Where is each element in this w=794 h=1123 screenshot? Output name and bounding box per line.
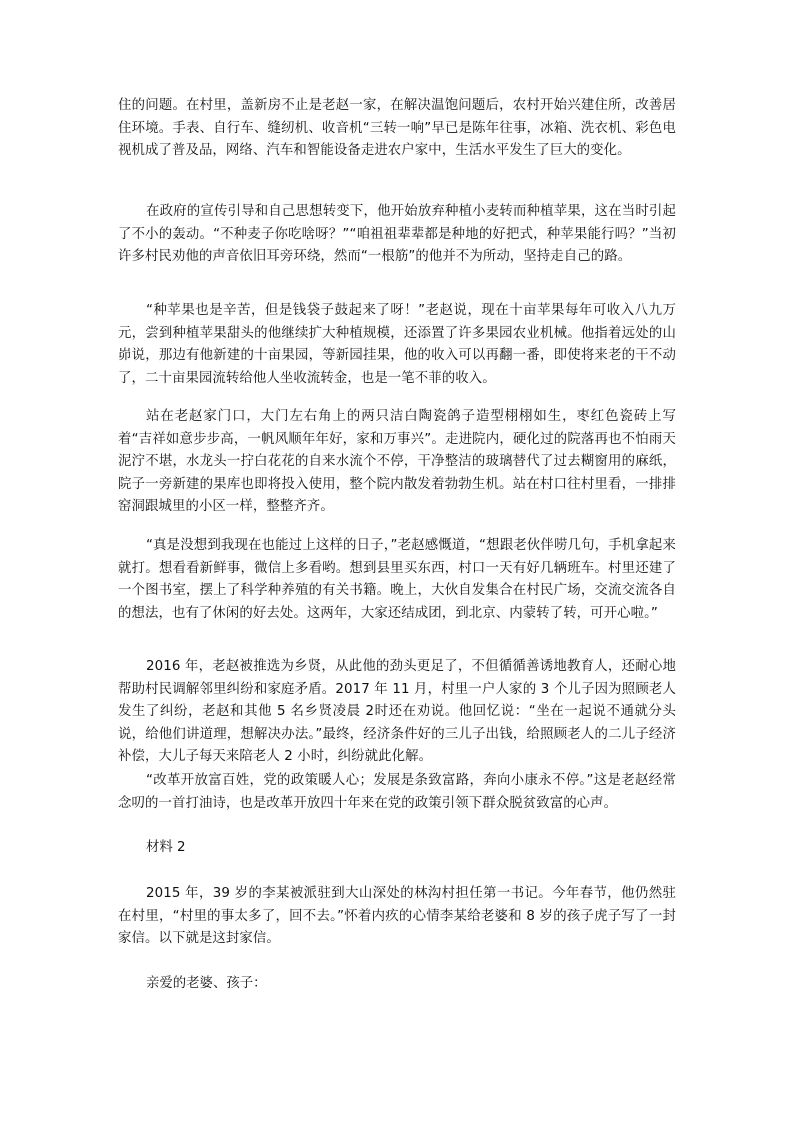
paragraph-7: “改革开放富百姓，党的政策暖人心；发展是条致富路，奔向小康永不停。”这是老赵经常念叨的一首打油诗，也是改革开放四十年来在党的政策引领下群众脱贫致富的心声。 — [118, 773, 676, 811]
paragraph-3: “种苹果也是辛苦，但是钱袋子鼓起来了呀！”老赵说，现在十亩苹果每年可收入八九万元，尝到种植苹果甜头的他继续扩大种植规模，还添置了许多果园农业机械。他指着远处的山峁说，那边有他新建的十亩果园，等新园挂果，他的收入可以再翻一番，即使将来老的干不动了，二十亩果园流转给他人坐收流转金，也是一笔不菲的收入。 — [118, 303, 676, 386]
section-heading: 材料 2 — [146, 840, 186, 855]
paragraph-2: 在政府的宣传引导和自己思想转变下，他开始放弃种植小麦转而种植苹果，这在当时引起了不小的轰动。“不种麦子你吃啥呀？”“咱祖祖辈辈都是种地的好把式，种苹果能行吗？”当初许多村民劝他的声音依旧耳旁环绕，然而“一根筋”的他并不为所动，坚持走自己的路。 — [118, 204, 676, 265]
paragraph-8: 2015 年，39 岁的李某被派驻到大山深处的林沟村担任第一书记。今年春节，他仍然驻在村里，“村里的事太多了，回不去。”怀着内疚的心情李某给老婆和 8 岁的孩子虎子写了一封家信。以下就是这封家信。 — [118, 886, 676, 947]
paragraph-1: 住的问题。在村里，盖新房不止是老赵一家，在解决温饱问题后，农村开始兴建住所，改善居住环境。手表、自行车、缝纫机、收音机“三转一响”早已是陈年往事，冰箱、洗衣机、彩色电视机成了普及品，网络、汽车和智能设备走进农户家中，生活水平发生了巨大的变化。 — [118, 98, 676, 159]
paragraph-4: 站在老赵家门口，大门左右角上的两只洁白陶瓷鸽子造型栩栩如生，枣红色瓷砖上写着“吉祥如意步步高，一帆风顺年年好，家和万事兴”。走进院内，硬化过的院落再也不怕雨天泥泞不堪，水龙头一拧白花花的自来水流个不停，干净整洁的玻璃替代了过去糊窗用的麻纸，院子一旁新建的果库也即将投入使用，整个院内散发着勃勃生机。站在村口往村里看，一排排窑洞跟城里的小区一样，整整齐齐。 — [118, 409, 676, 515]
letter-salutation: 亲爱的老婆、孩子： — [146, 976, 267, 991]
paragraph-6: 2016 年，老赵被推选为乡贤，从此他的劲头更足了，不但循循善诱地教育人，还耐心地帮助村民调解邻里纠纷和家庭矛盾。2017 年 11 月，村里一户人家的 3 个儿子因为照顾老人发生了纠纷，老赵和其他 5 名乡贤凌晨 2时还在劝说。他回忆说：“坐在一起说不通就分头说，给他们讲道理，想解决办法。”最终，经济条件好的三儿子出钱，给照顾老人的二儿子经济补偿，大儿子每天来陪老人 2 小时，纠纷就此化解。 — [118, 659, 676, 765]
paragraph-5: “真是没想到我现在也能过上这样的日子，”老赵感慨道，“想跟老伙伴唠几句，手机拿起来就打。想看看新鲜事，微信上多看哟。想到县里买东西，村口一天有好几辆班车。村里还建了一个图书室，摆上了科学种养殖的有关书籍。晚上，大伙自发集合在村民广场，交流交流各自的想法，也有了休闲的好去处。这两年，大家还结成团，到北京、内蒙转了转，可开心啦。” — [118, 538, 676, 621]
